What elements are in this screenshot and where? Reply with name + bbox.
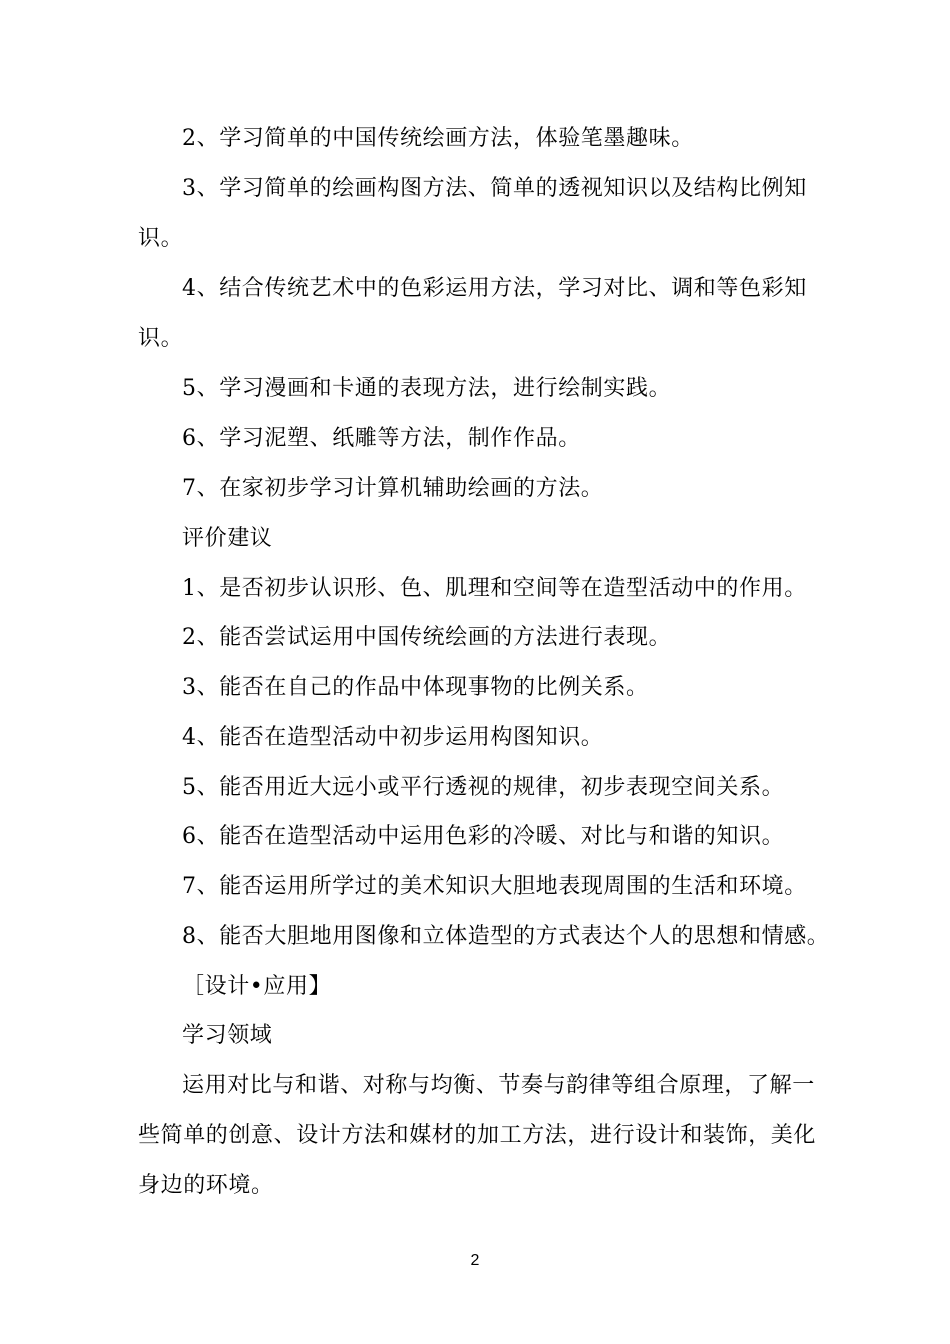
paragraph-line: 7、在家初步学习计算机辅助绘画的方法。	[182, 476, 604, 501]
section-heading: ［设计•应用】	[182, 974, 332, 999]
paragraph-line: 7、能否运用所学过的美术知识大胆地表现周围的生活和环境。	[182, 874, 807, 899]
paragraph-line: 识。	[138, 226, 184, 251]
paragraph-line: 些简单的创意、设计方法和媒材的加工方法，进行设计和装饰，美化	[138, 1123, 817, 1148]
paragraph-line: 运用对比与和谐、对称与均衡、节奏与韵律等组合原理，了解一	[182, 1073, 815, 1098]
paragraph-line: 4、能否在造型活动中初步运用构图知识。	[182, 725, 604, 750]
paragraph-line: 5、学习漫画和卡通的表现方法，进行绘制实践。	[182, 376, 672, 401]
paragraph-line: 2、学习简单的中国传统绘画方法，体验笔墨趣味。	[182, 126, 694, 151]
paragraph-line: 身边的环境。	[138, 1173, 274, 1198]
section-heading: 学习领域	[182, 1023, 273, 1048]
page-number: 2	[470, 1252, 480, 1269]
paragraph-line: 4、结合传统艺术中的色彩运用方法，学习对比、调和等色彩知	[182, 276, 807, 301]
paragraph-line: 6、学习泥塑、纸雕等方法，制作作品。	[182, 426, 581, 451]
paragraph-line: 识。	[138, 326, 184, 351]
paragraph-line: 2、能否尝试运用中国传统绘画的方法进行表现。	[182, 625, 672, 650]
paragraph-line: 8、能否大胆地用图像和立体造型的方式表达个人的思想和情感。	[182, 924, 830, 949]
paragraph-line: 6、能否在造型活动中运用色彩的冷暖、对比与和谐的知识。	[182, 824, 785, 849]
paragraph-line: 1、是否初步认识形、色、肌理和空间等在造型活动中的作用。	[182, 576, 807, 601]
paragraph-line: 5、能否用近大远小或平行透视的规律，初步表现空间关系。	[182, 775, 785, 800]
section-heading: 评价建议	[182, 526, 273, 551]
paragraph-line: 3、能否在自己的作品中体现事物的比例关系。	[182, 675, 649, 700]
paragraph-line: 3、学习简单的绘画构图方法、简单的透视知识以及结构比例知	[182, 176, 807, 201]
